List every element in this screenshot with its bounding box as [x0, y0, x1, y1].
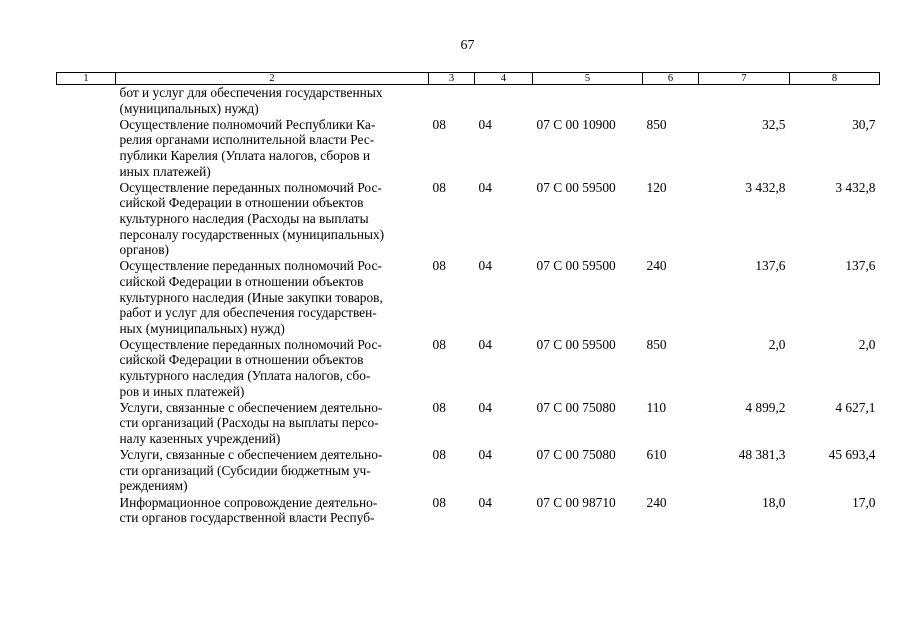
description-line: культурного наследия (Уплата налогов, сбо-: [119, 368, 371, 384]
section-code: 08: [432, 399, 446, 415]
column-1-cell: [57, 447, 116, 494]
column-header: 3: [429, 73, 475, 85]
description-line: сийской Федерации в отношении объектов: [119, 195, 364, 211]
subsection-code: 04: [478, 447, 492, 463]
section-code: 08: [432, 494, 446, 510]
description-line: персоналу государственных (муниципальных): [119, 226, 385, 242]
description-line: работ и услуг для обеспечения государствен-: [119, 305, 377, 321]
expense-type-code: [643, 85, 699, 117]
description-line: сти организаций (Субсидии бюджетным уч-: [119, 462, 371, 478]
column-header: 5: [533, 73, 643, 85]
description-line: Информационное сопровождение деятельно-: [119, 494, 378, 510]
target-article-code: 07 С 00 98710: [536, 494, 616, 510]
column-1-cell: [57, 400, 116, 447]
description-line: Осуществление переданных полномочий Рос-: [119, 179, 382, 195]
amount-column-7: [699, 85, 790, 117]
column-header: 6: [643, 73, 699, 85]
column-header: 4: [475, 73, 533, 85]
expense-description: [116, 180, 429, 259]
column-header: 8: [790, 73, 880, 85]
table-row: [57, 180, 880, 259]
column-1-cell: [57, 495, 116, 527]
expense-description: [116, 85, 429, 117]
amount-column-8: 3 432,8: [835, 179, 876, 195]
description-line: публики Карелия (Уплата налогов, сборов и: [119, 147, 371, 163]
target-article-code: 07 С 00 59500: [536, 179, 616, 195]
expense-description: [116, 117, 429, 180]
table-row: [57, 400, 880, 447]
description-line: культурного наследия (Расходы на выплаты: [119, 210, 369, 226]
description-line: иных платежей): [119, 163, 211, 179]
subsection-code: 04: [478, 399, 492, 415]
description-line: ных (муниципальных) нужд): [119, 320, 285, 336]
target-article-code: 07 С 00 59500: [536, 336, 616, 352]
budget-table: [56, 72, 880, 526]
column-number-row: [57, 73, 880, 85]
section-code: 08: [432, 116, 446, 132]
expense-type-code: 850: [646, 336, 667, 352]
section-code: 08: [432, 179, 446, 195]
column-header: 7: [699, 73, 790, 85]
description-line: сти органов государственной власти Респуб-: [119, 510, 375, 526]
target-article-code: [533, 85, 643, 117]
expense-type-code: 610: [646, 447, 667, 463]
expense-type-code: 240: [646, 258, 667, 274]
description-line: Осуществление переданных полномочий Рос-: [119, 258, 382, 274]
amount-column-7: 137,6: [755, 258, 786, 274]
description-line: Услуги, связанные с обеспечением деятельно-: [119, 399, 383, 415]
amount-column-7: 4 899,2: [745, 399, 786, 415]
description-line: ров и иных платежей): [119, 383, 245, 399]
expense-description: [116, 337, 429, 400]
expense-type-code: 110: [646, 399, 667, 415]
section-code: 08: [432, 336, 446, 352]
target-article-code: 07 С 00 75080: [536, 447, 616, 463]
amount-column-7: 18,0: [762, 494, 786, 510]
column-header: 1: [57, 73, 116, 85]
table-row: [57, 85, 880, 117]
description-line: культурного наследия (Иные закупки товаров,: [119, 289, 383, 305]
amount-column-8: 30,7: [852, 116, 876, 132]
subsection-code: 04: [478, 179, 492, 195]
amount-column-8: 45 693,4: [828, 447, 876, 463]
expense-type-code: 850: [646, 116, 667, 132]
column-1-cell: [57, 85, 116, 117]
table-row: [57, 495, 880, 527]
description-line: Осуществление переданных полномочий Рос-: [119, 336, 382, 352]
amount-column-8: [790, 85, 880, 117]
description-line: органов): [119, 242, 169, 258]
table-row: [57, 117, 880, 180]
amount-column-8: 4 627,1: [835, 399, 876, 415]
target-article-code: 07 С 00 59500: [536, 258, 616, 274]
subsection-code: 04: [478, 116, 492, 132]
table-row: [57, 447, 880, 494]
amount-column-8: 2,0: [858, 336, 876, 352]
subsection-code: [475, 85, 533, 117]
description-line: (муниципальных) нужд): [119, 100, 259, 116]
description-line: Осуществление полномочий Республики Ка-: [119, 116, 376, 132]
expense-description: [116, 447, 429, 494]
description-line: бот и услуг для обеспечения государственных: [119, 85, 383, 100]
table-body: [57, 85, 880, 527]
table-row: [57, 258, 880, 337]
section-code: 08: [432, 447, 446, 463]
table-row: [57, 337, 880, 400]
expense-type-code: 240: [646, 494, 667, 510]
amount-column-8: 17,0: [852, 494, 876, 510]
subsection-code: 04: [478, 494, 492, 510]
section-code: [429, 85, 475, 117]
description-line: реждениям): [119, 478, 188, 494]
description-line: сти организаций (Расходы на выплаты персо-: [119, 415, 379, 431]
target-article-code: 07 С 00 75080: [536, 399, 616, 415]
target-article-code: 07 С 00 10900: [536, 116, 616, 132]
amount-column-7: 3 432,8: [745, 179, 786, 195]
description-line: сийской Федерации в отношении объектов: [119, 273, 364, 289]
amount-column-7: 48 381,3: [738, 447, 786, 463]
description-line: Услуги, связанные с обеспечением деятельно-: [119, 447, 383, 463]
expense-description: [116, 400, 429, 447]
column-header: 2: [116, 73, 429, 85]
expense-type-code: 120: [646, 179, 667, 195]
column-1-cell: [57, 180, 116, 259]
description-line: релия органами исполнительной власти Рес-: [119, 132, 375, 148]
expense-description: [116, 258, 429, 337]
column-1-cell: [57, 258, 116, 337]
description-line: налу казенных учреждений): [119, 431, 281, 447]
column-1-cell: [57, 337, 116, 400]
column-1-cell: [57, 117, 116, 180]
amount-column-7: 2,0: [768, 336, 786, 352]
page-number: 67: [460, 38, 475, 53]
subsection-code: 04: [478, 258, 492, 274]
amount-column-7: 32,5: [762, 116, 786, 132]
description-line: сийской Федерации в отношении объектов: [119, 352, 364, 368]
amount-column-8: 137,6: [845, 258, 876, 274]
subsection-code: 04: [478, 336, 492, 352]
expense-description: [116, 495, 429, 527]
section-code: 08: [432, 258, 446, 274]
